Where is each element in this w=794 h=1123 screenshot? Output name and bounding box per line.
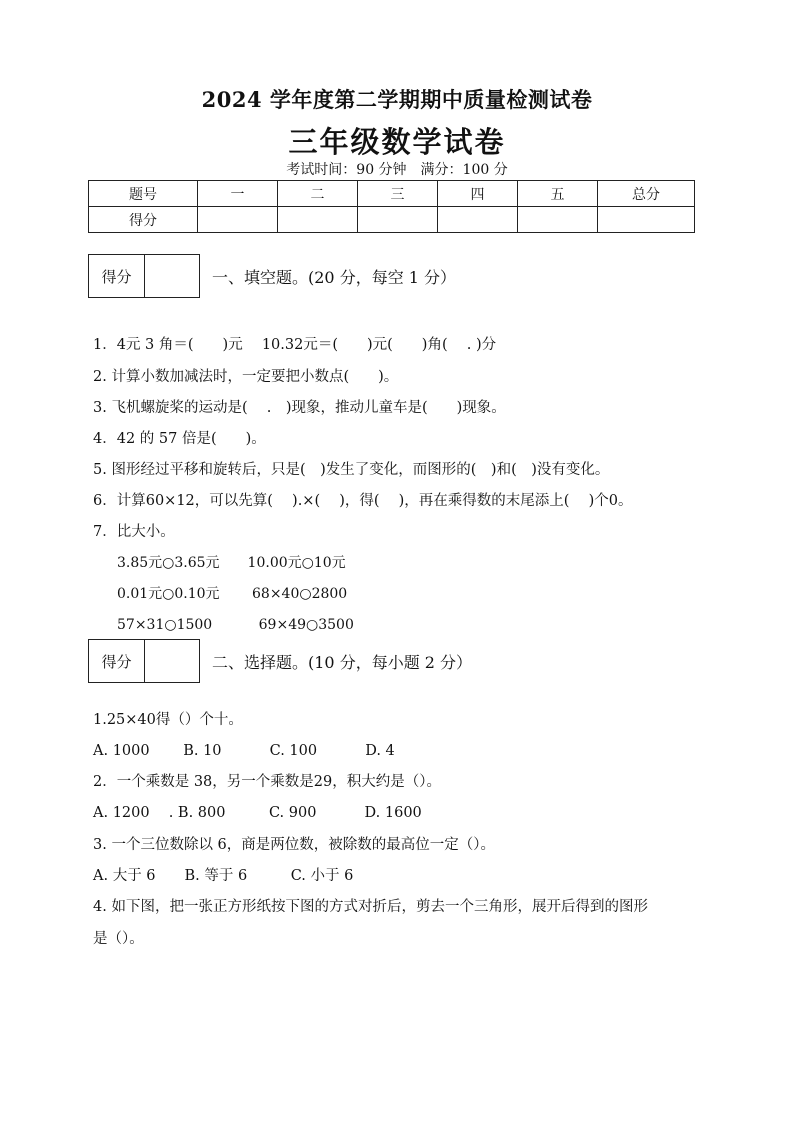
section1-score-blank[interactable]	[145, 255, 199, 297]
score-blank[interactable]	[198, 207, 278, 233]
score-blank[interactable]	[518, 207, 598, 233]
score-table	[88, 180, 695, 233]
question-line: 4．42 的 57 倍是( )。	[93, 431, 266, 447]
question-line: 3. 一个三位数除以 6，商是两位数，被除数的最高位一定（）。	[93, 837, 496, 853]
score-cell: 总分	[598, 181, 695, 207]
score-blank[interactable]	[358, 207, 438, 233]
score-table-score-row	[89, 207, 695, 233]
section1-score-label: 得分	[89, 255, 145, 297]
score-cell: 一	[198, 181, 278, 207]
score-cell: 四	[438, 181, 518, 207]
compare-line: 3.85元○3.65元 10.00元○10元	[117, 555, 346, 571]
question-line: 1．4元 3 角＝( )元 10.32元＝( )元( )角( . )分	[93, 337, 497, 353]
compare-line: 57×31○1500 69×49○3500	[117, 617, 354, 633]
question-line: 2．一个乘数是 38，另一个乘数是29，积大约是（）。	[93, 774, 441, 790]
question-line: 3. 飞机螺旋桨的运动是( . )现象，推动儿童车是( )现象。	[93, 400, 506, 416]
option-line: A. 1200 . B. 800 C. 900 D. 1600	[93, 805, 422, 821]
section2-score-box	[88, 639, 200, 683]
score-blank[interactable]	[598, 207, 695, 233]
score-cell: 五	[518, 181, 598, 207]
score-cell: 二	[278, 181, 358, 207]
score-table-header-row	[89, 181, 695, 207]
exam-title: 2024 学年度第二学期期中质量检测试卷	[201, 87, 593, 112]
option-line: A. 1000 B. 10 C. 100 D. 4	[93, 743, 395, 759]
section2-score-blank[interactable]	[145, 640, 199, 682]
compare-line: 0.01元○0.10元 68×40○2800	[117, 586, 348, 602]
question-line: 7．比大小。	[93, 524, 175, 540]
question-line: 4. 如下图，把一张正方形纸按下图的方式对折后，剪去一个三角形，展开后得到的图形	[93, 899, 648, 915]
section2-score-label: 得分	[89, 640, 145, 682]
score-blank[interactable]	[278, 207, 358, 233]
section1-score-box	[88, 254, 200, 298]
score-cell: 三	[358, 181, 438, 207]
question-line: 1.25×40得（）个十。	[93, 712, 243, 728]
score-blank[interactable]	[438, 207, 518, 233]
question-line: 是（）。	[93, 931, 144, 947]
exam-info: 考试时间：90 分钟 满分：100 分	[286, 162, 508, 178]
question-line: 5. 图形经过平移和旋转后，只是( )发生了变化，而图形的( )和( )没有变化。	[93, 462, 610, 478]
section2-heading: 二、选择题。(10 分，每小题 2 分）	[212, 653, 473, 672]
exam-subtitle: 三年级数学试卷	[288, 125, 506, 159]
section1-heading: 一、填空题。(20 分，每空 1 分）	[212, 268, 457, 287]
score-row-label: 得分	[89, 207, 198, 233]
score-cell: 题号	[89, 181, 198, 207]
question-line: 2. 计算小数加减法时，一定要把小数点( )。	[93, 369, 399, 385]
option-line: A. 大于 6 B. 等于 6 C. 小于 6	[93, 868, 354, 884]
question-line: 6．计算60×12，可以先算( ).×( )，得( )，再在乘得数的末尾添上( )个0。	[93, 493, 633, 509]
